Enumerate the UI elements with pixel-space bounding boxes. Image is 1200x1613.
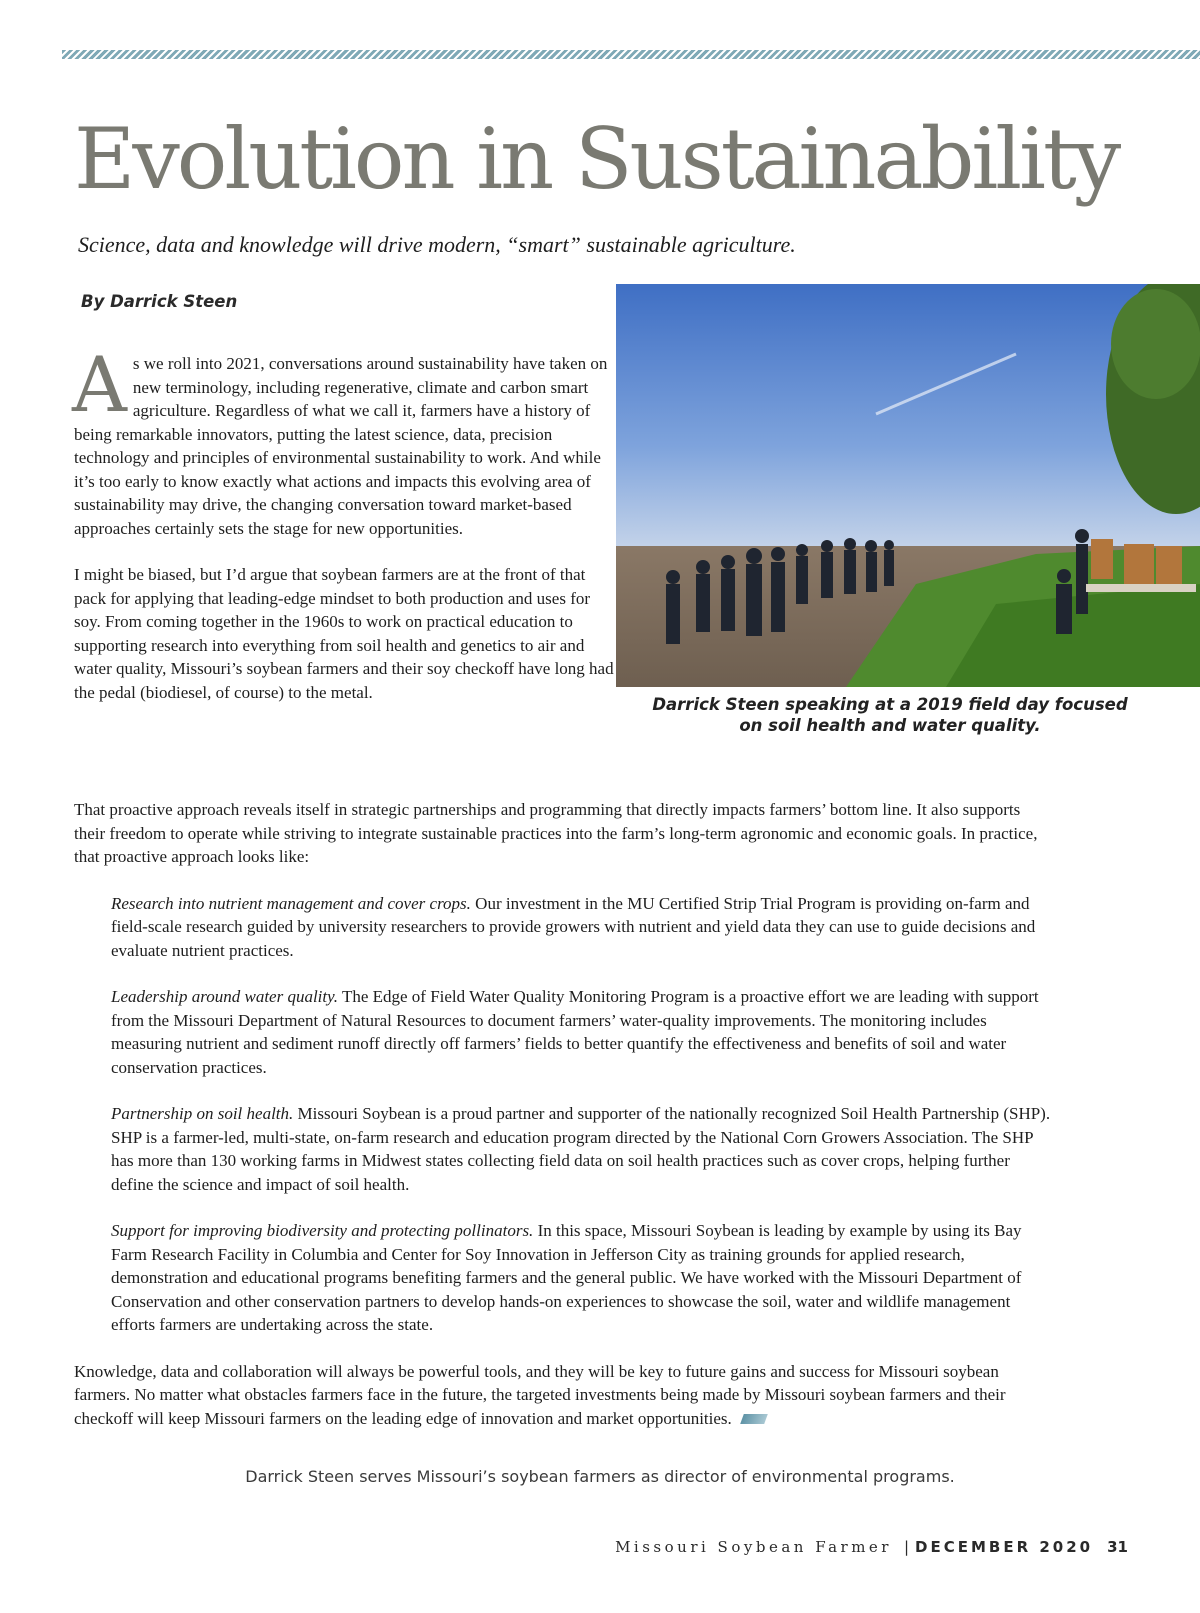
intro-column bbox=[72, 340, 614, 727]
magazine-name: Missouri Soybean Farmer bbox=[615, 1538, 892, 1556]
byline: By Darrick Steen bbox=[81, 292, 238, 311]
practice-text: Missouri Soybean is a proud partner and supporter of the nationally recognized Soil Health Partnership (SHP). SHP is a farmer-led, multi-state, on-farm research and education program directed by the National Corn Growers Association. The SHP has more than 130 working farms in Midwest states collecting field data on soil health practices such as cover crops, helping further define the science and impact of soil health. bbox=[111, 1104, 1051, 1194]
practice-lead: Support for improving biodiversity and protecting pollinators. bbox=[111, 1221, 534, 1240]
page-number: 31 bbox=[1107, 1538, 1128, 1556]
practice-item-soil bbox=[74, 1102, 1054, 1196]
drop-cap: A bbox=[72, 340, 127, 429]
field-day-photo bbox=[616, 284, 1200, 687]
closing-paragraph bbox=[74, 1360, 1054, 1431]
field-day-photo-illustration bbox=[616, 284, 1200, 687]
end-mark-icon bbox=[740, 1414, 768, 1424]
author-bio: Darrick Steen serves Missouri’s soybean farmers as director of environmental programs. bbox=[245, 1467, 955, 1486]
article-subtitle: Science, data and knowledge will drive modern, “smart” sustainable agriculture. bbox=[78, 232, 796, 257]
practice-lead: Research into nutrient management and cover crops. bbox=[111, 893, 471, 913]
practice-text: In this space, Missouri Soybean is leading by example by using its Bay Farm Research Facility in Columbia and Center for Soy Innovation in Jefferson City as training grounds for applied research, demonstration and educational programs benefiting farmers and the general public. We have worked with the Missouri Department of Conservation and other conservation partners to develop hands-on experiences to showcase the soil, water and wildlife management efforts farmers are undertaking across the state. bbox=[111, 1221, 1022, 1334]
intro-paragraph-1 bbox=[72, 340, 614, 540]
practice-text: Our investment in the MU Certified Strip Trial Program is providing on-farm and field-scale research guided by university researchers to provide growers with nutrient and yield data they can use to guide decisions and evaluate nutrient practices. bbox=[111, 893, 1036, 960]
closing-text: Knowledge, data and collaboration will always be powerful tools, and they will be key to future gains and success for Missouri soybean farmers. No matter what obstacles farmers face in the future, the targeted investments being made by Missouri soybean farmers and their checkoff will keep Missouri farmers on the leading edge of innovation and market opportunities. bbox=[74, 1361, 1006, 1428]
main-body bbox=[74, 798, 1054, 1453]
practice-lead: Leadership around water quality. bbox=[111, 987, 338, 1006]
intro-paragraph-2: I might be biased, but I’d argue that soybean farmers are at the front of that pack for applying that leading-edge mindset to both production and uses for soy. From coming together in the 1960s to work on practical education to supporting research into everything from soil health and genetics to air and water quality, Missouri’s soybean farmers and their soy checkoff have long had the pedal (biodiesel, of course) to the metal. bbox=[74, 565, 614, 702]
body-paragraph: That proactive approach reveals itself in strategic partnerships and programming that directly impacts farmers’ bottom line. It also supports their freedom to operate while striving to integrate sustainable practices into the farm’s long-term agronomic and economic goals. In practice, that proactive approach looks like: bbox=[74, 800, 1038, 866]
page-footer bbox=[615, 1538, 1128, 1556]
practice-item-biodiversity bbox=[74, 1219, 1054, 1337]
intro-paragraph-1-text: s we roll into 2021, conversations around sustainability have taken on new terminology, including regenerative, climate and carbon smart agriculture. Regardless of what we call it, farmers have a history of being remarkable innovators, putting the latest science, data, precision technology and principles of environmental sustainability to work. And while it’s too early to know exactly what actions and impacts this evolving area of sustainability may drive, the changing conversation toward market-based approaches certainly sets the stage for new opportunities. bbox=[74, 354, 608, 538]
article-title: Evolution in Sustainability bbox=[74, 110, 1119, 208]
practice-lead: Partnership on soil health. bbox=[111, 1104, 294, 1123]
photo-caption: Darrick Steen speaking at a 2019 field day focused on soil health and water quality. bbox=[652, 695, 1128, 735]
practice-item-water bbox=[74, 985, 1054, 1079]
practice-text: The Edge of Field Water Quality Monitoring Program is a proactive effort we are leading with support from the Missouri Department of Natural Resources to document farmers’ water-quality improvements. The monitoring includes measuring nutrient and sediment runoff directly off farmers’ fields to better quantify the effectiveness and benefits of soil and water conservation practices. bbox=[111, 987, 1039, 1077]
practice-item-nutrient bbox=[74, 892, 1054, 963]
header-stripe bbox=[62, 50, 1200, 59]
footer-separator: | bbox=[903, 1538, 910, 1556]
issue-date: DECEMBER 2020 bbox=[915, 1538, 1094, 1556]
